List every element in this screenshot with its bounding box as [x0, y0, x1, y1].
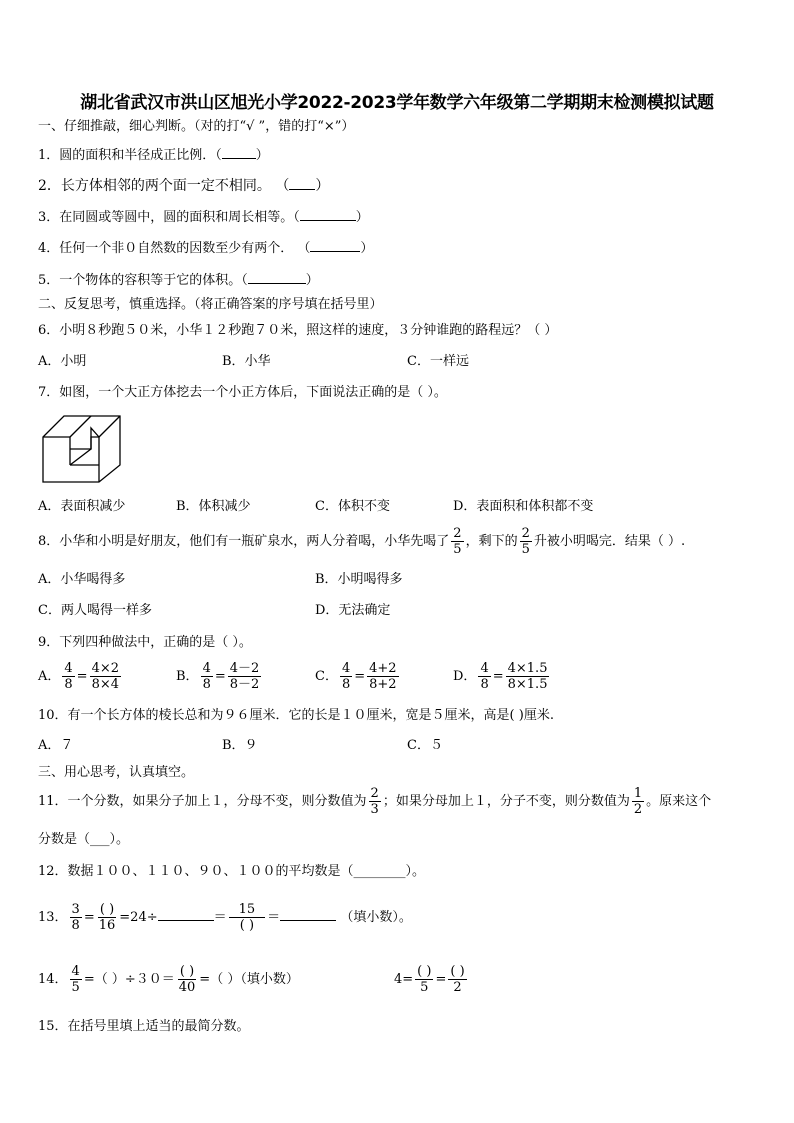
fraction: $\frac{4}{8}$ — [480, 661, 489, 692]
fraction: $\frac{4}{5}$ — [71, 964, 80, 995]
question-1-text: 1．圆的面积和半径成正比例．（ — [38, 148, 222, 163]
question-8 — [38, 524, 685, 560]
question-14: 14． $\frac{4}{5}$ =（ ）÷３０＝ $\frac{( )}{40}$ =（ ）（填小数） — [38, 964, 299, 995]
close-paren: ） — [315, 178, 330, 194]
answer-blank — [222, 145, 256, 159]
q6-option-c: C．一样远 — [407, 354, 469, 369]
top-diagonal — [70, 416, 91, 437]
section-2-heading: 二、反复思考，慎重选择。（将正确答案的序号填在括号里） — [38, 297, 383, 312]
close-paren: ） — [355, 210, 369, 225]
q7-option-d: D．表面积和体积都不变 — [453, 499, 594, 514]
right-top-diagonal — [99, 416, 120, 437]
fraction: $\frac{4}{8}$ — [341, 661, 351, 692]
question-6: 6．小明８秒跑５０米，小华１２秒跑７０米，照这样的速度，３分钟谁跑的路程远？（ ） — [38, 323, 558, 338]
fraction: $\frac{4-2}{8-2}$ — [229, 661, 260, 692]
cube-figure — [40, 413, 122, 485]
fraction: $\frac{3}{8}$ — [71, 902, 80, 933]
section-3-heading: 三、用心思考，认真填空。 — [38, 765, 195, 780]
top-cut-edge — [43, 437, 70, 449]
fraction: $\frac{4}{8}$ — [64, 661, 73, 692]
q8-option-b: B．小明喝得多 — [315, 572, 403, 587]
q9-option-d: D． $\frac{4}{8}$ = $\frac{4\times 1.5}{8\times 1.5}$ — [453, 661, 548, 692]
page-title: 湖北省武汉市洪山区旭光小学2022-2023学年数学六年级第二学期期末检测模拟试题 — [80, 93, 714, 113]
question-2 — [38, 176, 329, 195]
answer-blank — [158, 907, 214, 921]
notch-inner — [70, 437, 99, 449]
fraction: $\frac{4\times 1.5}{8\times 1.5}$ — [507, 661, 548, 692]
q6-option-b: B．小华 — [222, 354, 271, 369]
answer-blank — [289, 176, 315, 190]
q7-option-b: B．体积减少 — [176, 499, 251, 514]
question-4 — [38, 238, 373, 258]
question-7: 7．如图，一个大正方体挖去一个小正方体后，下面说法正确的是（ ）。 — [38, 385, 447, 400]
fraction: $\frac{4\times 2}{8\times 4}$ — [91, 661, 120, 692]
question-10: 10．有一个长方体的棱长总和为９６厘米．它的长是１０厘米，宽是５厘米，高是( )厘米. — [38, 708, 554, 723]
question-5-text: 5．一个物体的容积等于它的体积。（ — [38, 273, 248, 288]
fraction: $\frac{4+2}{8+2}$ — [369, 661, 397, 692]
q8-option-c: C．两人喝得一样多 — [38, 603, 152, 618]
fraction: $\frac{( )}{2}$ — [450, 964, 465, 995]
answer-blank — [310, 238, 360, 252]
close-paren: ） — [305, 273, 319, 288]
answer-blank — [280, 907, 336, 921]
fraction: $\frac{( )}{5}$ — [417, 964, 432, 995]
fraction: $\frac{4}{8}$ — [202, 661, 211, 692]
close-paren: ） — [360, 241, 374, 256]
answer-blank — [300, 207, 356, 221]
question-3 — [38, 207, 369, 227]
fraction: $\frac{2}{3}$ — [370, 786, 379, 817]
q7-option-c: C．体积不变 — [315, 499, 390, 514]
q8-mid: ，剩下的 — [465, 534, 518, 549]
q8-option-a: A．小华喝得多 — [38, 572, 126, 587]
question-9: 9．下列四种做法中，正确的是（ ）。 — [38, 635, 252, 650]
fraction: $\frac{2}{5}$ — [521, 526, 530, 557]
q9-option-a: A． $\frac{4}{8}$ = $\frac{4\times 2}{8\times 4}$ — [38, 661, 120, 692]
question-3-text: 3．在同圆或等圆中，圆的面积和周长相等。（ — [38, 210, 300, 225]
fraction: $\frac{15}{( )}$ — [229, 902, 266, 933]
q8-post: 升被小明喝完．结果（ ）. — [533, 534, 686, 549]
section-1-heading: 一、仔细推敲，细心判断。（对的打“√ ”，错的打“×”） — [38, 119, 355, 134]
q10-option-b: B．９ — [222, 738, 258, 753]
fraction: $\frac{1}{2}$ — [633, 786, 643, 817]
question-1 — [38, 145, 269, 165]
q9-option-c: C． $\frac{4}{8}$ = $\frac{4+2}{8+2}$ — [315, 661, 397, 692]
question-4-text: 4．任何一个非０自然数的因数至少有两个． （ — [38, 241, 311, 256]
q10-option-c: C．５ — [407, 738, 443, 753]
q8-pre: 8．小华和小明是好朋友，他们有一瓶矿泉水，两人分着喝，小华先喝了 — [38, 534, 450, 549]
question-11: 11．一个分数，如果分子加上１，分母不变，则分数值为 $\frac{2}{3}$ ；如果分母加上１，分子不变，则分数值为 $\frac{1}{2}$ 。原来这个 — [38, 786, 712, 817]
fraction: $\frac{( )}{40}$ — [178, 964, 196, 995]
question-13: 13． $\frac{3}{8}$ = $\frac{( )}{16}$ =24÷ ＝ $\frac{15}{( )}$ ＝ （填小数）。 — [38, 902, 412, 933]
question-12: 12．数据１００、１１０、９０、１００的平均数是（________）。 — [38, 864, 426, 879]
close-paren: ） — [255, 148, 269, 163]
question-11-line-2: 分数是（___）。 — [38, 832, 130, 847]
fraction: $\frac{2}{5}$ — [453, 526, 462, 557]
answer-blank — [248, 270, 306, 284]
q8-option-d: D．无法确定 — [315, 603, 391, 618]
question-15: 15．在括号里填上适当的最简分数。 — [38, 1019, 250, 1034]
question-5 — [38, 270, 319, 290]
q10-option-a: A．７ — [38, 738, 74, 753]
q6-option-a: A．小明 — [38, 354, 87, 369]
question-14-right: 4= $\frac{( )}{5}$ = $\frac{( )}{2}$ — [394, 964, 465, 995]
q7-option-a: A．表面积减少 — [38, 499, 126, 514]
question-2-text: 2．长方体相邻的两个面一定不相同。 （ — [38, 178, 290, 194]
fraction: $\frac{( )}{16}$ — [98, 902, 116, 933]
q9-option-b: B． $\frac{4}{8}$ = $\frac{4-2}{8-2}$ — [176, 661, 260, 692]
notch-diagonal — [70, 449, 91, 465]
